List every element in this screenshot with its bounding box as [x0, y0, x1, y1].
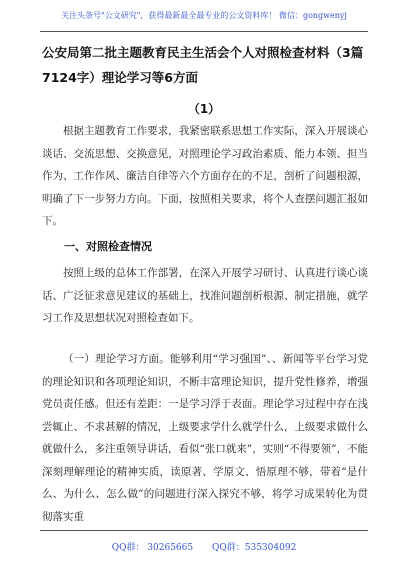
paragraph-overview: 按照上级的总体工作部署，在深入开展学习研讨、认真进行谈心谈话、广泛征求意见建议的基础上，找准问题剖析根源、制定措施，就学习工作及思想状况对照检查如下。	[42, 267, 368, 324]
heading-check-status: 一、对照检查情况	[64, 240, 152, 253]
footer-qq-group-1: QQ群： 30265665	[111, 543, 194, 553]
paragraph-intro: 根据主题教育工作要求，我紧密联系思想工作实际，深入开展谈心谈话、交流思想、交换意见，对照理论学习政治素质、能力本领、担当作为、工作作风、廉洁自律等六个方面存在的不足，剖析了问题根源，明确了下一步努力方向。下面，按照相关要求，将个人查摆问题汇报如下。	[42, 125, 368, 227]
header-divider	[40, 31, 368, 32]
document-title: 公安局第二批主题教育民主生活会个人对照检查材料（3篇7124字）理论学习等6方面	[42, 45, 364, 85]
paragraph-theory-study: （一）理论学习方面。能够利用“学习强国”、、新闻等平台学习党的理论知识和各项理论知识，不断丰富理论知识，提升党性修养，增强党员责任感。但还有差距：一是学习浮于表面。理论学习过程中存在浅尝辄止、不求甚解的情况，上级要求学什么就学什么，上级要求做什么就做什么，多注重领导讲话，看似“张口就来”，实则“不得要领”，不能深刻理解理论的精神实质，读原著、学原文、悟原理不够，带着“是什么、为什么、怎么做”的问题进行深入探究不够，将学习成果转化为贯彻落实重	[42, 353, 368, 523]
footer-qq-group-2: QQ群：535304092	[212, 543, 297, 553]
footer-contact	[0, 540, 408, 553]
section-number: （1）	[187, 102, 221, 116]
header-promo-note: 关注头条号"公文研究"，获得最新最全最专业的公文资料库！ 微信：gongwenyj	[61, 11, 347, 20]
footer-divider	[40, 530, 368, 531]
